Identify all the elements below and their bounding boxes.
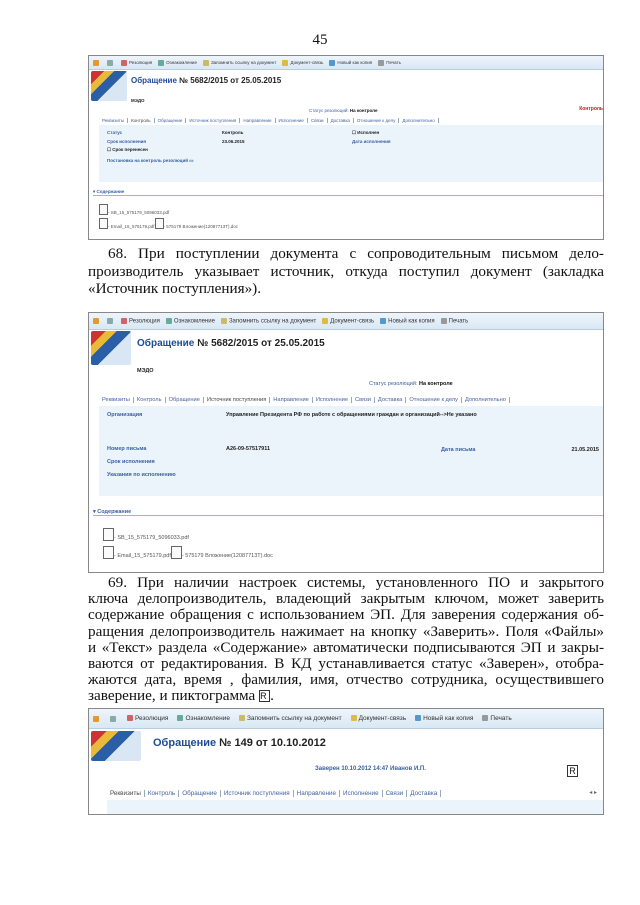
text-line: 69. При наличии настроек системы, установленного ПО и закрытого: [108, 574, 604, 591]
tab-appeal[interactable]: Обращение: [166, 397, 204, 403]
tab-source[interactable]: Источник поступления: [204, 397, 270, 403]
tab-requisites[interactable]: Реквизиты: [107, 790, 145, 797]
resolution-button[interactable]: Резолюция: [127, 715, 168, 722]
remember-link-button[interactable]: Запомнить ссылку на документ: [239, 715, 342, 722]
moved-checkbox[interactable]: ☐ Срок перенесен: [107, 147, 148, 152]
letter-number-value: А26-09-57517911: [226, 446, 271, 452]
paragraph-69: [88, 575, 604, 705]
control-flag: Контроль: [579, 106, 603, 112]
tab-case-relation[interactable]: Отношение к делу: [406, 397, 462, 403]
screenshot-source-tab: [88, 312, 604, 573]
letter-date-label: Дата письма: [441, 447, 476, 453]
tab-control[interactable]: Контроль: [128, 118, 155, 123]
tab-links[interactable]: Связи: [383, 790, 408, 797]
tab-appeal[interactable]: Обращение: [155, 118, 187, 123]
tab-additional[interactable]: Дополнительно: [462, 397, 510, 403]
tab-delivery[interactable]: Доставка: [375, 397, 406, 403]
tab-source[interactable]: Источник поступления: [186, 118, 240, 123]
status-value: Контроль: [222, 130, 244, 135]
page-title: Обращение № 5682/2015 от 25.05.2015: [131, 76, 282, 85]
tab-source[interactable]: Источник поступления: [221, 790, 294, 797]
acquaint-button[interactable]: Ознакомление: [177, 715, 229, 722]
edit-icon[interactable]: [107, 60, 113, 66]
deadline-label: Срок исполнения: [107, 139, 147, 144]
tab-appeal[interactable]: Обращение: [179, 790, 221, 797]
tab-scroll-arrows[interactable]: ◂ ▸: [589, 790, 597, 796]
resolution-status: Статус резолюций: На контроле: [309, 108, 378, 113]
page-title: Обращение № 5682/2015 от 25.05.2015: [137, 338, 325, 349]
file-item[interactable]: - SB_15_575179_5096033.pdf: [103, 528, 189, 541]
signature-icon: R: [259, 690, 270, 702]
text-line: заверение, и пиктограмма R .: [88, 687, 274, 705]
tab-case-relation[interactable]: Отношение к делу: [354, 118, 400, 123]
file-item[interactable]: - Email_15_575179.pdf - 575179 Вложение(12087713T).doc: [99, 218, 238, 229]
doc-link-button[interactable]: Документ-связь: [351, 715, 407, 722]
screenshot-control-tab: [88, 55, 604, 240]
screenshot-certified: [88, 708, 604, 815]
resolution-button[interactable]: Резолюция: [121, 318, 160, 325]
file-icon: [103, 546, 114, 559]
file-item[interactable]: - Email_15_575179.pdf - 575179 Вложение(12087713T).doc: [103, 546, 273, 559]
executed-checkbox[interactable]: ☐ Исполнен: [352, 130, 380, 135]
tab-control[interactable]: Контроль: [134, 397, 166, 403]
text-line: ключа делопроизводитель, владеющий закрытым ключом, может заверить: [88, 590, 604, 608]
toolbar: [89, 313, 603, 330]
tab-direction[interactable]: Направление: [240, 118, 275, 123]
tab-execution[interactable]: Исполнение: [313, 397, 352, 403]
signature-icon[interactable]: R: [567, 765, 578, 777]
text-line: жаются дата, время , фамилия, имя, отчество сотрудника, осуществившего: [88, 671, 604, 689]
file-icon: [103, 528, 114, 541]
app-logo: [91, 731, 141, 761]
page-title: Обращение № 149 от 10.10.2012: [153, 737, 326, 749]
print-button[interactable]: Печать: [482, 715, 511, 722]
letter-date-value: 21.05.2015: [571, 447, 599, 453]
tab-links[interactable]: Связи: [352, 397, 375, 403]
tab-bar: [99, 397, 603, 403]
text-line: ваются от редактирования. В КД устанавливается статус «Заверен», отобра-: [88, 655, 604, 673]
tab-additional[interactable]: Дополнительно: [399, 118, 438, 123]
remember-link-button[interactable]: Запомнить ссылку на документ: [203, 60, 277, 66]
remember-link-button[interactable]: Запомнить ссылку на документ: [221, 318, 316, 325]
toolbar: [89, 56, 603, 70]
add-icon[interactable]: [93, 60, 99, 66]
add-icon[interactable]: [93, 318, 99, 324]
paragraph-68: [88, 245, 604, 298]
tab-execution[interactable]: Исполнение: [276, 118, 308, 123]
tab-delivery[interactable]: Доставка: [407, 790, 441, 797]
source-label: МЭДО: [131, 98, 145, 103]
certified-status: Заверен 10.10.2012 14:47 Иванов И.П.: [315, 766, 426, 772]
acquaint-button[interactable]: Ознакомление: [158, 60, 197, 66]
tab-direction[interactable]: Направление: [294, 790, 340, 797]
new-copy-button[interactable]: Новый как копия: [415, 715, 473, 722]
acquaint-button[interactable]: Ознакомление: [166, 318, 215, 325]
content-section-header[interactable]: ▾ Содержание: [93, 509, 603, 516]
source-panel: [99, 406, 603, 496]
tab-execution[interactable]: Исполнение: [340, 790, 383, 797]
source-label: МЭДО: [137, 368, 154, 374]
file-item[interactable]: - SB_15_575179_5096033.pdf: [99, 204, 169, 215]
doc-link-button[interactable]: Документ-связь: [322, 318, 374, 325]
resolution-status: Статус резолюций: На контроле: [369, 381, 453, 387]
page-number: 45: [312, 32, 328, 48]
print-button[interactable]: Печать: [378, 60, 401, 66]
doc-link-button[interactable]: Документ-связь: [282, 60, 323, 66]
content-section-header[interactable]: ▾ Содержание: [93, 189, 603, 196]
tab-bar: [107, 790, 603, 797]
text-line: производитель указывает источник, откуда поступил документ (закладка: [88, 262, 604, 280]
control-panel: [99, 125, 603, 182]
instructions-label: Указания по исполнению: [107, 472, 176, 478]
tab-control[interactable]: Контроль: [145, 790, 179, 797]
app-logo: [91, 331, 131, 365]
text-line: и «Текст» раздела «Содержание» автоматически подписываются ЭП и закры-: [88, 638, 604, 656]
tab-bar: [99, 118, 603, 123]
deadline-value: 23.06.2015: [222, 139, 245, 144]
file-icon: [155, 218, 164, 229]
text-line: ращения делопроизводитель нажимает на кнопку «Заверить». Поля «Файлы»: [88, 622, 604, 640]
details-panel: [107, 800, 603, 815]
toolbar: [89, 709, 603, 729]
tab-requisites[interactable]: Реквизиты: [99, 118, 128, 123]
add-icon[interactable]: [93, 716, 99, 722]
edit-icon[interactable]: [107, 318, 113, 324]
exec-date-label: Дата исполнения: [352, 139, 391, 144]
status-label: Статус: [107, 130, 123, 135]
print-button[interactable]: Печать: [441, 318, 469, 325]
letter-number-label: Номер письма: [107, 446, 147, 452]
text-line: 68. При поступлении документа с сопроводительным письмом дело-: [108, 245, 604, 262]
tab-delivery[interactable]: Доставка: [328, 118, 354, 123]
file-icon: [99, 218, 108, 229]
organization-value: Управление Президента РФ по работе с обращениями граждан и организаций-->Не указано: [226, 412, 477, 418]
new-copy-button[interactable]: Новый как копия: [329, 60, 372, 66]
file-icon: [99, 204, 108, 215]
text-line: «Источник поступления»).: [88, 280, 262, 298]
app-logo: [91, 71, 127, 101]
deadline-label: Срок исполнения: [107, 459, 155, 465]
tab-requisites[interactable]: Реквизиты: [99, 397, 134, 403]
text-line: содержание обращения с использованием ЭП. Для заверения содержания об-: [88, 606, 604, 624]
resolution-control-link[interactable]: Постановка на контроль резолюций ▭: [107, 158, 194, 163]
tab-direction[interactable]: Направление: [270, 397, 313, 403]
new-copy-button[interactable]: Новый как копия: [380, 318, 434, 325]
organization-label: Организация: [107, 412, 143, 418]
file-icon: [171, 546, 182, 559]
tab-links[interactable]: Связи: [308, 118, 328, 123]
edit-icon[interactable]: [110, 716, 116, 722]
resolution-button[interactable]: Резолюция: [121, 60, 152, 66]
